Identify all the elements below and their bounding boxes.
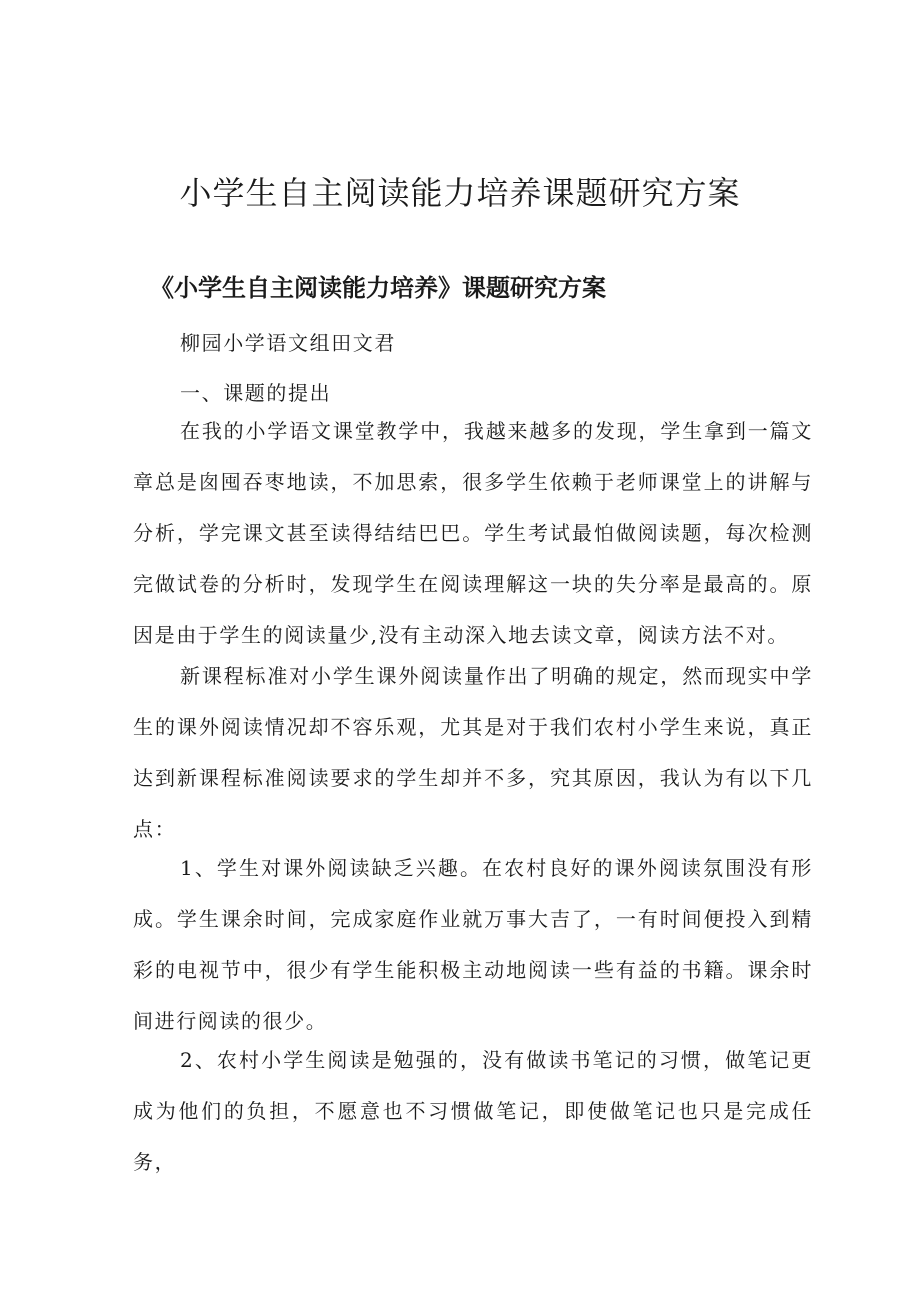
author-line: 柳园小学语文组田文君 <box>180 331 396 355</box>
document-subtitle: 《小学生自主阅读能力培养》课题研究方案 <box>150 274 606 302</box>
section-heading: 一、课题的提出 <box>180 381 332 405</box>
paragraph-1: 在我的小学语文课堂教学中，我越来越多的发现，学生拿到一篇文章总是囱囤吞枣地读，不加思索，很多学生依赖于老师课堂上的讲解与分析，学完课文甚至读得结结巴巴。学生考试最怕做阅读题，每次检测完做试卷的分析时，发现学生在阅读理解这一块的失分率是最高的。原因是由于学生的阅读量少,没有主动深入地去读文章，阅读方法不对。 <box>133 419 813 647</box>
paragraph-3: 1、学生对课外阅读缺乏兴趣。在农村良好的课外阅读氛围没有形成。学生课余时间，完成家庭作业就万事大吉了，一有时间便投入到精彩的电视节中，很少有学生能积极主动地阅读一些有益的书籍。课余时间进行阅读的很少。 <box>133 856 813 1033</box>
paragraph-2: 新课程标准对小学生课外阅读量作出了明确的规定，然而现实中学生的课外阅读情况却不容乐观，尤其是对于我们农村小学生来说，真正达到新课程标准阅读要求的学生却并不多，究其原因，我认为有以下几点： <box>133 664 813 841</box>
document-title: 小学生自主阅读能力培养课题研究方案 <box>179 174 741 212</box>
paragraph-4: 2、农村小学生阅读是勉强的，没有做读书笔记的习惯，做笔记更成为他们的负担，不愿意也不习惯做笔记，即使做笔记也只是完成任务， <box>133 1048 813 1174</box>
